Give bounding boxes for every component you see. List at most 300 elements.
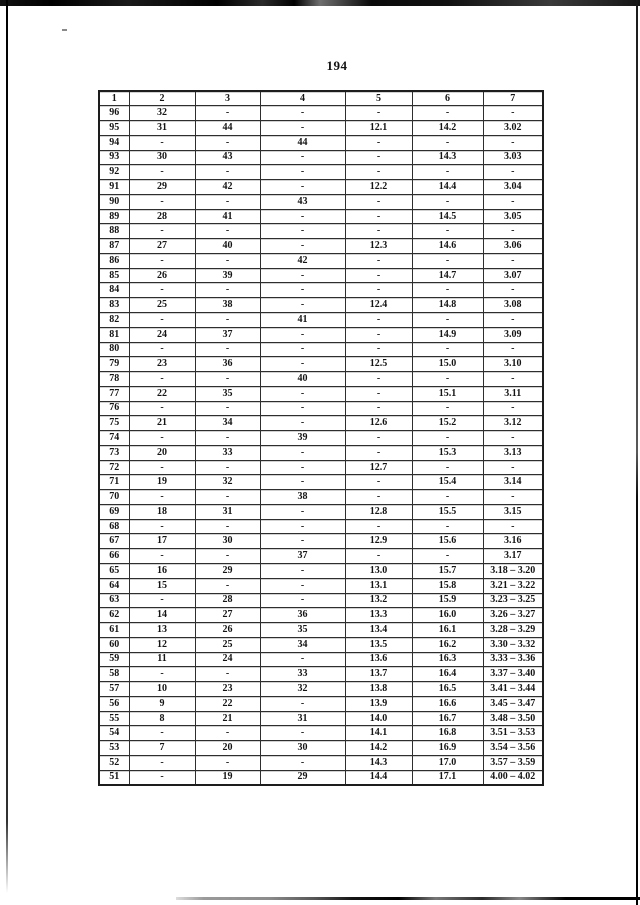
table-cell: 3.12 <box>483 416 543 431</box>
table-cell: 15.3 <box>412 445 483 460</box>
table-cell: 78 <box>99 372 129 387</box>
table-cell: - <box>483 312 543 327</box>
table-cell: - <box>129 726 195 741</box>
table-cell: - <box>195 253 260 268</box>
table-cell: 14.3 <box>412 150 483 165</box>
table-cell: - <box>412 224 483 239</box>
table-cell: 15.5 <box>412 504 483 519</box>
table-row <box>99 504 543 519</box>
table-row <box>99 312 543 327</box>
table-row <box>99 593 543 608</box>
table-cell: 40 <box>195 239 260 254</box>
table-row <box>99 696 543 711</box>
table-cell: 31 <box>195 504 260 519</box>
table-cell: 41 <box>195 209 260 224</box>
table-cell: 13.2 <box>345 593 412 608</box>
table-row <box>99 534 543 549</box>
table-row <box>99 121 543 136</box>
table-cell: - <box>345 253 412 268</box>
table-cell: 13.8 <box>345 682 412 697</box>
table-cell: 20 <box>129 445 195 460</box>
table-cell: 21 <box>129 416 195 431</box>
table-cell: - <box>412 165 483 180</box>
table-cell: - <box>412 490 483 505</box>
table-cell: 29 <box>260 770 345 785</box>
table-cell: 3.04 <box>483 180 543 195</box>
column-header: 2 <box>129 91 195 106</box>
table-cell: 3.48 – 3.50 <box>483 711 543 726</box>
table-cell: 12.6 <box>345 416 412 431</box>
scan-speck <box>62 29 67 31</box>
table-row <box>99 357 543 372</box>
table-cell: - <box>129 135 195 150</box>
table-cell: - <box>483 431 543 446</box>
table-cell: - <box>483 460 543 475</box>
table-cell: - <box>345 401 412 416</box>
table-cell: - <box>195 460 260 475</box>
table-row <box>99 445 543 460</box>
table-cell: - <box>129 770 195 785</box>
table-cell: - <box>195 312 260 327</box>
table-cell: 3.03 <box>483 150 543 165</box>
table-cell: 16.7 <box>412 711 483 726</box>
table-cell: - <box>260 180 345 195</box>
table-row <box>99 283 543 298</box>
table-cell: 90 <box>99 194 129 209</box>
table-cell: 64 <box>99 578 129 593</box>
table-cell: 27 <box>195 608 260 623</box>
table-cell: 68 <box>99 519 129 534</box>
table-cell: 13.7 <box>345 667 412 682</box>
table-cell: 87 <box>99 239 129 254</box>
table-cell: - <box>129 490 195 505</box>
table-cell: 37 <box>260 549 345 564</box>
table-row <box>99 150 543 165</box>
table-cell: - <box>260 696 345 711</box>
table-cell: 55 <box>99 711 129 726</box>
table-cell: 3.06 <box>483 239 543 254</box>
table-cell: 15.9 <box>412 593 483 608</box>
table-cell: 25 <box>129 298 195 313</box>
table-cell: 91 <box>99 180 129 195</box>
table-cell: 38 <box>195 298 260 313</box>
table-row <box>99 667 543 682</box>
table-row <box>99 711 543 726</box>
table-cell: - <box>260 755 345 770</box>
page-number: 194 <box>326 58 348 73</box>
table-cell: 12.5 <box>345 357 412 372</box>
table-cell: - <box>129 283 195 298</box>
table-cell: - <box>129 549 195 564</box>
table-cell: 61 <box>99 623 129 638</box>
table-cell: 14.2 <box>412 121 483 136</box>
table-cell: - <box>483 342 543 357</box>
table-cell: 71 <box>99 475 129 490</box>
table-cell: 4.00 – 4.02 <box>483 770 543 785</box>
scan-edge-left <box>6 0 8 893</box>
table-cell: 62 <box>99 608 129 623</box>
table-cell: 3.21 – 3.22 <box>483 578 543 593</box>
scan-edge-top <box>0 0 640 6</box>
table-cell: - <box>483 106 543 121</box>
table-cell: 12.7 <box>345 460 412 475</box>
table-row <box>99 180 543 195</box>
table-cell: 16.4 <box>412 667 483 682</box>
table-cell: 3.11 <box>483 386 543 401</box>
table-cell: 12.1 <box>345 121 412 136</box>
table-cell: 14.6 <box>412 239 483 254</box>
table-row <box>99 741 543 756</box>
table-cell: - <box>195 755 260 770</box>
table-cell: 16.8 <box>412 726 483 741</box>
table-cell: 44 <box>195 121 260 136</box>
table-row <box>99 490 543 505</box>
table-cell: 3.41 – 3.44 <box>483 682 543 697</box>
table-cell: 16.1 <box>412 623 483 638</box>
table-cell: - <box>345 268 412 283</box>
table-cell: - <box>260 121 345 136</box>
column-header: 1 <box>99 91 129 106</box>
table-cell: 36 <box>260 608 345 623</box>
table-row <box>99 224 543 239</box>
table-cell: 13.6 <box>345 652 412 667</box>
table-cell: 28 <box>129 209 195 224</box>
table-cell: - <box>412 372 483 387</box>
table-cell: 83 <box>99 298 129 313</box>
table-cell: 29 <box>195 564 260 579</box>
table-cell: 16.5 <box>412 682 483 697</box>
table-cell: 66 <box>99 549 129 564</box>
table-cell: 23 <box>129 357 195 372</box>
table-cell: - <box>195 490 260 505</box>
data-table <box>98 90 544 786</box>
table-cell: - <box>195 224 260 239</box>
table-cell: - <box>195 372 260 387</box>
table-cell: - <box>195 165 260 180</box>
table-cell: - <box>195 194 260 209</box>
table-cell: 33 <box>195 445 260 460</box>
table-row <box>99 327 543 342</box>
table-cell: - <box>129 253 195 268</box>
table-cell: 77 <box>99 386 129 401</box>
table-cell: 13.0 <box>345 564 412 579</box>
table-cell: 9 <box>129 696 195 711</box>
table-cell: - <box>412 460 483 475</box>
table-cell: - <box>129 593 195 608</box>
table-cell: 3.33 – 3.36 <box>483 652 543 667</box>
table-cell: - <box>129 312 195 327</box>
table-cell: - <box>195 342 260 357</box>
table-cell: - <box>195 135 260 150</box>
table-cell: 34 <box>260 637 345 652</box>
table-cell: 16 <box>129 564 195 579</box>
table-cell: 3.05 <box>483 209 543 224</box>
table-cell: 58 <box>99 667 129 682</box>
table-cell: 74 <box>99 431 129 446</box>
table-cell: 15 <box>129 578 195 593</box>
table-row <box>99 475 543 490</box>
column-header: 5 <box>345 91 412 106</box>
table-cell: - <box>412 194 483 209</box>
table-cell: - <box>345 224 412 239</box>
table-cell: 3.13 <box>483 445 543 460</box>
table-cell: 32 <box>195 475 260 490</box>
table-cell: - <box>260 534 345 549</box>
table-cell: 12.8 <box>345 504 412 519</box>
table-cell: - <box>345 342 412 357</box>
table-cell: 14 <box>129 608 195 623</box>
table-cell: 52 <box>99 755 129 770</box>
scan-edge-bottom <box>176 897 640 900</box>
table-cell: - <box>129 372 195 387</box>
table-cell: - <box>345 549 412 564</box>
table-cell: 42 <box>195 180 260 195</box>
table-cell: - <box>260 401 345 416</box>
table-cell: 3.18 – 3.20 <box>483 564 543 579</box>
table-cell: 93 <box>99 150 129 165</box>
table-row <box>99 165 543 180</box>
table-cell: 35 <box>195 386 260 401</box>
table-cell: 3.02 <box>483 121 543 136</box>
table-row <box>99 342 543 357</box>
table-cell: 73 <box>99 445 129 460</box>
table-cell: 60 <box>99 637 129 652</box>
table-cell: - <box>345 165 412 180</box>
table-cell: 28 <box>195 593 260 608</box>
table-cell: 15.6 <box>412 534 483 549</box>
table-cell: - <box>483 372 543 387</box>
table-cell: 3.54 – 3.56 <box>483 741 543 756</box>
table-cell: 30 <box>195 534 260 549</box>
table-cell: 31 <box>129 121 195 136</box>
column-header: 7 <box>483 91 543 106</box>
table-body <box>99 106 543 785</box>
table-row <box>99 401 543 416</box>
table-row <box>99 623 543 638</box>
table-cell: - <box>195 283 260 298</box>
table-cell: 15.8 <box>412 578 483 593</box>
table-cell: 13.3 <box>345 608 412 623</box>
table-row <box>99 608 543 623</box>
table-cell: 12.4 <box>345 298 412 313</box>
table-cell: 25 <box>195 637 260 652</box>
table-cell: 8 <box>129 711 195 726</box>
table-cell: - <box>129 401 195 416</box>
table-row <box>99 726 543 741</box>
table-cell: - <box>345 490 412 505</box>
table-cell: 16.3 <box>412 652 483 667</box>
table-cell: 19 <box>195 770 260 785</box>
table-cell: 29 <box>129 180 195 195</box>
table-cell: 14.7 <box>412 268 483 283</box>
table-cell: - <box>195 549 260 564</box>
table-cell: 79 <box>99 357 129 372</box>
column-header: 4 <box>260 91 345 106</box>
table-cell: - <box>260 165 345 180</box>
table-cell: 14.2 <box>345 741 412 756</box>
table-cell: 3.09 <box>483 327 543 342</box>
table-row <box>99 372 543 387</box>
table-cell: - <box>345 327 412 342</box>
table-cell: 16.6 <box>412 696 483 711</box>
table-row <box>99 578 543 593</box>
table-cell: 37 <box>195 327 260 342</box>
table-cell: - <box>412 135 483 150</box>
table-cell: 96 <box>99 106 129 121</box>
table-cell: - <box>260 578 345 593</box>
table-cell: - <box>195 431 260 446</box>
table-cell: 3.16 <box>483 534 543 549</box>
table-cell: - <box>345 372 412 387</box>
table-row <box>99 637 543 652</box>
table-cell: - <box>412 106 483 121</box>
table-cell: 17.1 <box>412 770 483 785</box>
table-cell: - <box>129 755 195 770</box>
table-cell: - <box>483 253 543 268</box>
table-cell: 12 <box>129 637 195 652</box>
table-cell: - <box>345 519 412 534</box>
table-cell: 23 <box>195 682 260 697</box>
table-row <box>99 682 543 697</box>
table-cell: - <box>129 667 195 682</box>
table-cell: 41 <box>260 312 345 327</box>
table-cell: - <box>129 165 195 180</box>
table-cell: - <box>195 726 260 741</box>
table-cell: 3.57 – 3.59 <box>483 755 543 770</box>
table-cell: 16.2 <box>412 637 483 652</box>
table-cell: 39 <box>260 431 345 446</box>
table-cell: 30 <box>260 741 345 756</box>
table-cell: 89 <box>99 209 129 224</box>
table-cell: 32 <box>260 682 345 697</box>
table-cell: 21 <box>195 711 260 726</box>
table-cell: 36 <box>195 357 260 372</box>
table-cell: 11 <box>129 652 195 667</box>
scan-edge-right <box>636 0 638 905</box>
table-cell: 63 <box>99 593 129 608</box>
table-cell: - <box>483 401 543 416</box>
table-cell: - <box>260 519 345 534</box>
table-cell: 24 <box>129 327 195 342</box>
table-cell: 15.0 <box>412 357 483 372</box>
table-cell: 75 <box>99 416 129 431</box>
table-row <box>99 431 543 446</box>
table-cell: - <box>195 519 260 534</box>
table-cell: 26 <box>129 268 195 283</box>
table-cell: - <box>260 445 345 460</box>
table-cell: - <box>483 224 543 239</box>
table-cell: 43 <box>260 194 345 209</box>
table-cell: - <box>129 431 195 446</box>
table-cell: 33 <box>260 667 345 682</box>
table-cell: 31 <box>260 711 345 726</box>
table-cell: 44 <box>260 135 345 150</box>
table-cell: - <box>260 652 345 667</box>
table-cell: 70 <box>99 490 129 505</box>
table-cell: 15.1 <box>412 386 483 401</box>
table-cell: 3.23 – 3.25 <box>483 593 543 608</box>
table-cell: - <box>412 283 483 298</box>
table-cell: 3.37 – 3.40 <box>483 667 543 682</box>
table-cell: - <box>483 519 543 534</box>
table-row <box>99 519 543 534</box>
table-cell: 54 <box>99 726 129 741</box>
table-row <box>99 239 543 254</box>
table-cell: 3.30 – 3.32 <box>483 637 543 652</box>
table-cell: - <box>483 135 543 150</box>
table-cell: - <box>412 312 483 327</box>
table-cell: 14.4 <box>345 770 412 785</box>
table-cell: - <box>260 268 345 283</box>
column-header: 6 <box>412 91 483 106</box>
table-cell: - <box>345 106 412 121</box>
table-cell: 27 <box>129 239 195 254</box>
table-cell: 3.26 – 3.27 <box>483 608 543 623</box>
table-row <box>99 460 543 475</box>
table-cell: - <box>260 239 345 254</box>
table-cell: - <box>260 224 345 239</box>
table-cell: - <box>345 312 412 327</box>
table-cell: 14.9 <box>412 327 483 342</box>
table-cell: 30 <box>129 150 195 165</box>
table-cell: - <box>260 209 345 224</box>
table-cell: 76 <box>99 401 129 416</box>
table-cell: - <box>345 150 412 165</box>
table-cell: 53 <box>99 741 129 756</box>
table-cell: 35 <box>260 623 345 638</box>
table-row <box>99 652 543 667</box>
table-cell: - <box>260 106 345 121</box>
table-cell: - <box>129 194 195 209</box>
table-cell: 16.0 <box>412 608 483 623</box>
table-cell: 14.0 <box>345 711 412 726</box>
table-cell: - <box>195 578 260 593</box>
table-cell: - <box>412 401 483 416</box>
table-cell: 95 <box>99 121 129 136</box>
table-cell: 22 <box>195 696 260 711</box>
table-cell: - <box>195 106 260 121</box>
table-cell: 81 <box>99 327 129 342</box>
table-cell: 3.28 – 3.29 <box>483 623 543 638</box>
table-cell: - <box>412 549 483 564</box>
table-cell: 88 <box>99 224 129 239</box>
table-row <box>99 416 543 431</box>
table-cell: 84 <box>99 283 129 298</box>
table-row <box>99 549 543 564</box>
table-cell: 17.0 <box>412 755 483 770</box>
table-cell: - <box>260 504 345 519</box>
table-cell: - <box>260 283 345 298</box>
table-cell: 15.4 <box>412 475 483 490</box>
table-cell: 13.1 <box>345 578 412 593</box>
table-cell: 3.07 <box>483 268 543 283</box>
table-cell: 59 <box>99 652 129 667</box>
table-cell: 57 <box>99 682 129 697</box>
table-cell: - <box>483 490 543 505</box>
table-cell: 14.3 <box>345 755 412 770</box>
table-row <box>99 194 543 209</box>
table-cell: - <box>260 475 345 490</box>
table-cell: 72 <box>99 460 129 475</box>
table-row <box>99 386 543 401</box>
table-row <box>99 298 543 313</box>
table-cell: - <box>412 342 483 357</box>
table-cell: 94 <box>99 135 129 150</box>
table-cell: - <box>345 475 412 490</box>
table-cell: - <box>195 667 260 682</box>
table-cell: - <box>345 431 412 446</box>
table-cell: 85 <box>99 268 129 283</box>
